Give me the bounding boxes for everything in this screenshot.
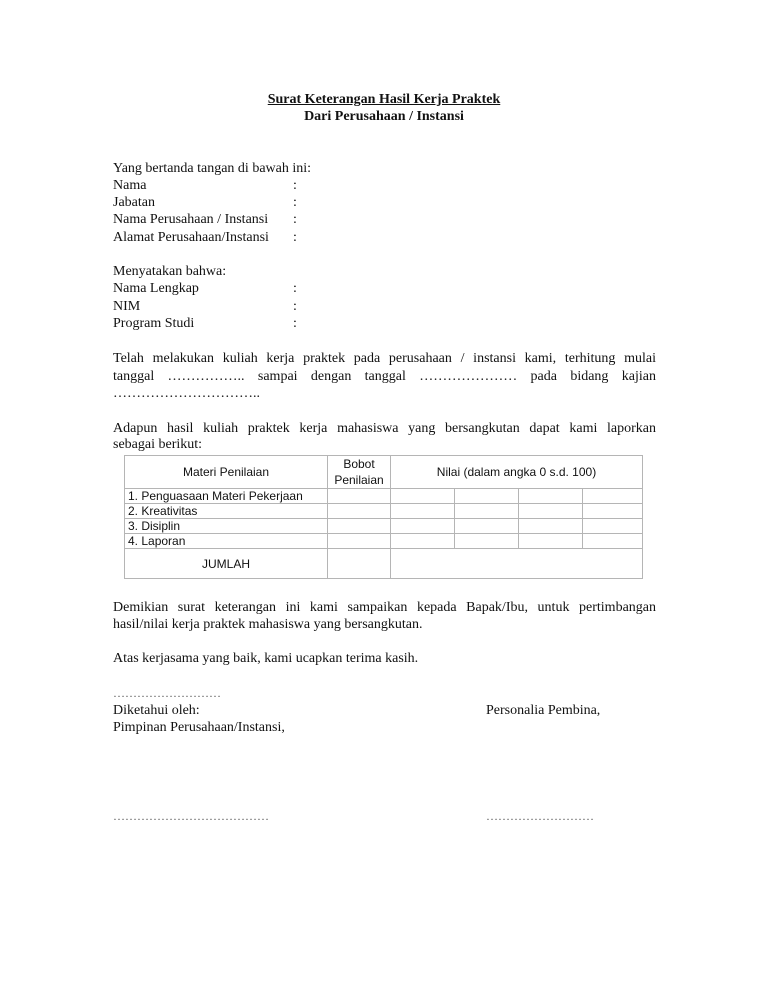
student-program-colon: :	[293, 316, 297, 331]
table-row	[125, 519, 643, 534]
period-line-1: Telah melakukan kuliah kerja praktek pada perusahaan / instansi kami, terhitung mulai	[113, 351, 656, 366]
bobot-cell	[328, 504, 391, 519]
student-name-colon: :	[293, 281, 297, 296]
row-label: 2. Kreativitas	[125, 504, 328, 519]
total-bobot-cell	[328, 549, 391, 579]
nilai-cell	[455, 534, 519, 549]
nilai-cell	[391, 504, 455, 519]
signer-name-colon: :	[293, 178, 297, 193]
period-line-3: …………………………..	[113, 386, 260, 401]
left-signer-line-1: Diketahui oleh:	[113, 703, 200, 718]
table-row	[125, 534, 643, 549]
table-total-row	[125, 549, 643, 579]
nilai-cell	[391, 489, 455, 504]
signer-position-colon: :	[293, 195, 297, 210]
table-row	[125, 489, 643, 504]
student-name-label: Nama Lengkap	[113, 281, 199, 296]
header-nilai: Nilai (dalam angka 0 s.d. 100)	[391, 456, 643, 489]
nilai-cell	[455, 489, 519, 504]
result-intro-line-1: Adapun hasil kuliah praktek kerja mahasiswa yang bersangkutan dapat kami laporkan	[113, 421, 656, 436]
header-bobot	[328, 456, 391, 489]
signer-company-colon: :	[293, 212, 297, 227]
nilai-cell	[391, 519, 455, 534]
total-nilai-cell	[391, 549, 643, 579]
bobot-cell	[328, 519, 391, 534]
right-signer-line-1: Personalia Pembina,	[486, 703, 601, 718]
student-nim-label: NIM	[113, 299, 141, 314]
header-bobot-line-2: Penilaian	[334, 473, 384, 487]
thanks-text: Atas kerjasama yang baik, kami ucapkan terima kasih.	[113, 651, 419, 666]
nilai-cell	[583, 489, 643, 504]
signer-address-colon: :	[293, 230, 297, 245]
total-label: JUMLAH	[125, 549, 328, 579]
date-dots: ………………………	[113, 686, 221, 700]
nilai-cell	[583, 504, 643, 519]
left-signature-dots: …………………………………	[113, 809, 269, 823]
signer-name-label: Nama	[113, 178, 147, 193]
nilai-cell	[583, 534, 643, 549]
closing-line-2: hasil/nilai kerja praktek mahasiswa yang bersangkutan.	[113, 617, 423, 632]
signer-address-label: Alamat Perusahaan/Instansi	[113, 230, 269, 245]
result-intro-line-2: sebagai berikut:	[113, 437, 203, 452]
student-nim-colon: :	[293, 299, 297, 314]
signer-position-label: Jabatan	[113, 195, 155, 210]
nilai-cell	[455, 519, 519, 534]
nilai-cell	[391, 534, 455, 549]
left-signer-line-2: Pimpinan Perusahaan/Instansi,	[113, 720, 285, 735]
student-intro: Menyatakan bahwa:	[113, 264, 227, 279]
row-label: 1. Penguasaan Materi Pekerjaan	[125, 489, 328, 504]
right-signature-dots: ………………………	[486, 809, 594, 823]
document-title	[0, 92, 768, 108]
nilai-cell	[519, 534, 583, 549]
period-line-2: tanggal …………….. sampai dengan tanggal ………………… pada bidang kajian	[113, 369, 656, 384]
nilai-cell	[519, 504, 583, 519]
bobot-cell	[328, 489, 391, 504]
closing-line-1: Demikian surat keterangan ini kami sampaikan kepada Bapak/Ibu, untuk pertimbangan	[113, 600, 656, 615]
student-program-label: Program Studi	[113, 316, 195, 331]
evaluation-table	[124, 455, 643, 579]
nilai-cell	[519, 519, 583, 534]
nilai-cell	[583, 519, 643, 534]
signer-intro: Yang bertanda tangan di bawah ini:	[113, 161, 312, 176]
nilai-cell	[455, 504, 519, 519]
header-materi: Materi Penilaian	[125, 456, 328, 489]
bobot-cell	[328, 534, 391, 549]
table-row	[125, 504, 643, 519]
document-subtitle: Dari Perusahaan / Instansi	[304, 109, 464, 124]
signer-company-label: Nama Perusahaan / Instansi	[113, 212, 269, 227]
document-title-text: Surat Keterangan Hasil Kerja Praktek	[267, 92, 501, 107]
header-bobot-line-1: Bobot	[343, 457, 375, 471]
row-label: 4. Laporan	[125, 534, 328, 549]
row-label: 3. Disiplin	[125, 519, 328, 534]
nilai-cell	[519, 489, 583, 504]
